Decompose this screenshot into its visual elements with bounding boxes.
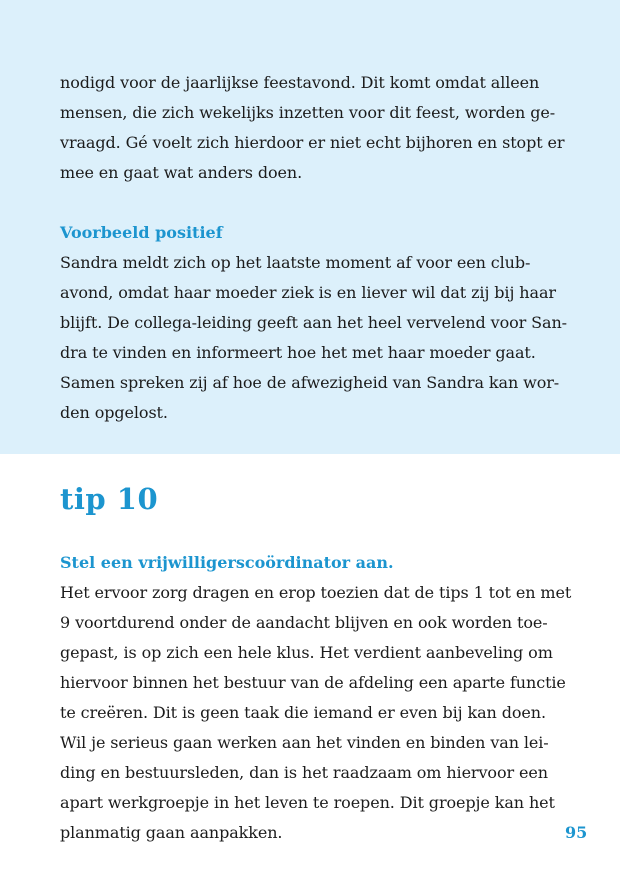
tip-line: Wil je serieus gaan werken aan het vinden en binden van lei- xyxy=(60,733,549,752)
positive-example-line: den opgelost. xyxy=(60,403,168,422)
intro-line: vraagd. Gé voelt zich hierdoor er niet echt bijhoren en stopt er xyxy=(60,133,565,152)
positive-example-line: Sandra meldt zich op het laatste moment af voor een club- xyxy=(60,253,531,272)
positive-example-line: avond, omdat haar moeder ziek is en liever wil dat zij bij haar xyxy=(60,283,556,302)
intro-line: mensen, die zich wekelijks inzetten voor dit feest, worden ge- xyxy=(60,103,556,122)
intro-line: mee en gaat wat anders doen. xyxy=(60,163,303,182)
tip-line: apart werkgroepje in het leven te roepen. Dit groepje kan het xyxy=(60,793,555,812)
tip-line: ding en bestuursleden, dan is het raadzaam om hiervoor een xyxy=(60,763,548,782)
tip-line: Het ervoor zorg dragen en erop toezien dat de tips 1 tot en met xyxy=(60,583,572,602)
tip-title: tip 10 xyxy=(60,482,159,516)
tip-line: planmatig gaan aanpakken. xyxy=(60,823,283,842)
tip-line: 9 voortdurend onder de aandacht blijven en ook worden toe- xyxy=(60,613,548,632)
tip-subheading: Stel een vrijwilligerscoördinator aan. xyxy=(60,553,394,572)
positive-example-heading: Voorbeeld positief xyxy=(60,223,223,242)
tip-line: hiervoor binnen het bestuur van de afdeling een aparte functie xyxy=(60,673,566,692)
positive-example-line: blijft. De collega-leiding geeft aan het heel vervelend voor San- xyxy=(60,313,567,332)
positive-example-line: Samen spreken zij af hoe de afwezigheid van Sandra kan wor- xyxy=(60,373,560,392)
page-number: 95 xyxy=(565,823,588,842)
positive-example-line: dra te vinden en informeert hoe het met haar moeder gaat. xyxy=(60,343,536,362)
tip-line: te creëren. Dit is geen taak die iemand er even bij kan doen. xyxy=(60,703,546,722)
tip-line: gepast, is op zich een hele klus. Het verdient aanbeveling om xyxy=(60,643,553,662)
intro-line: nodigd voor de jaarlijkse feestavond. Dit komt omdat alleen xyxy=(60,73,540,92)
